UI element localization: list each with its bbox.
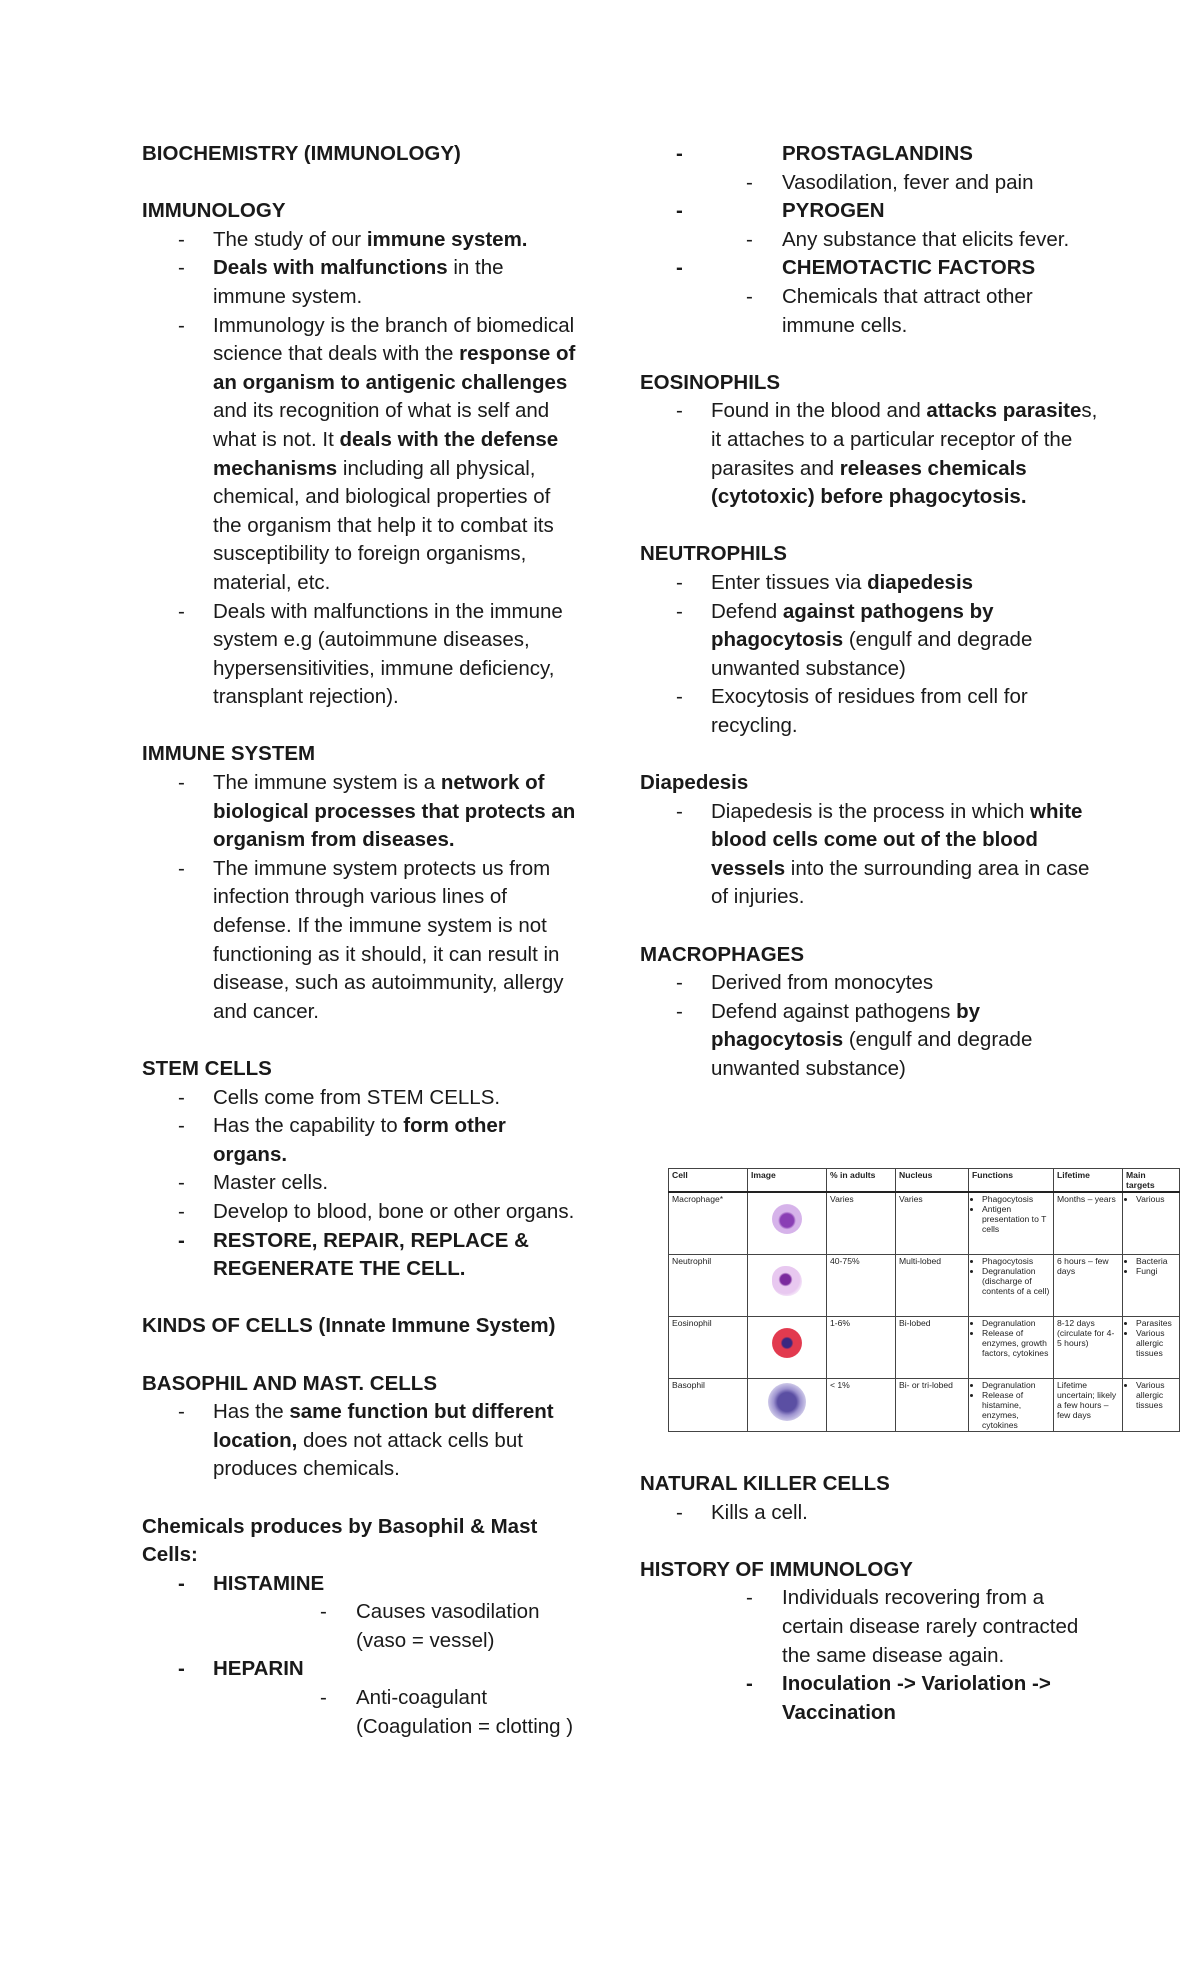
cell-types-table [668, 1168, 1180, 1432]
table-cell: • Parasites • Various allergic tissues [1123, 1316, 1180, 1378]
table-cell [748, 1378, 827, 1431]
table-row [669, 1378, 1180, 1431]
list-item: - Vasodilation, fever and pain [746, 170, 1034, 194]
list-item: - PROSTAGLANDINS [676, 142, 973, 165]
list-item: - Kills a cell. [676, 1500, 808, 1524]
table-cell: • Various [1123, 1192, 1180, 1254]
table-cell: Multi-lobed [896, 1254, 969, 1316]
right-column [640, 140, 1100, 1084]
table-cell: • Degranulation • Release of enzymes, growth factors, cytokines [969, 1316, 1054, 1378]
list-item: - Chemicals that attract other immune cells. [746, 284, 1033, 337]
table-row [669, 1254, 1180, 1316]
list-item: - Cells come from STEM CELLS. [178, 1085, 501, 1109]
list-item: - Anti-coagulant (Coagulation = clotting ) [320, 1686, 574, 1738]
list-item: - Found in the blood and attacks parasites, it attaches to a particular receptor of the parasites and releases chemicals (cytotoxic) before phagocytosis. [676, 399, 1098, 509]
list-item: - Defend against pathogens by phagocytosis (engulf and degrade unwanted substance) [676, 599, 1033, 680]
eosinophil-image [772, 1328, 802, 1358]
table-cell: Months – years [1054, 1192, 1123, 1254]
heading-basophil-mast-cells: BASOPHIL AND MAST. CELLS [142, 1371, 437, 1395]
table-cell: Eosinophil [669, 1316, 748, 1378]
table-cell: < 1% [827, 1378, 896, 1431]
list-item: - PYROGEN [676, 199, 885, 223]
table-cell: 40-75% [827, 1254, 896, 1316]
table-cell [748, 1192, 827, 1254]
table-cell: Bi-lobed [896, 1316, 969, 1378]
list-item: - Develop to blood, bone or other organs. [178, 1199, 575, 1223]
table-cell: 6 hours – few days [1054, 1254, 1123, 1316]
heading-immunology: IMMUNOLOGY [142, 199, 286, 223]
table-header: % in adults [827, 1169, 896, 1193]
heading-diapedesis: Diapedesis [640, 771, 749, 795]
heading-immune-system: IMMUNE SYSTEM [142, 742, 316, 766]
table-cell [748, 1254, 827, 1316]
list-item: - Causes vasodilation (vaso = vessel) [320, 1600, 540, 1652]
list-item: - Defend against pathogens by phagocytosis (engulf and degrade unwanted substance) [676, 999, 1033, 1080]
table-row [669, 1192, 1180, 1254]
table-cell: • Phagocytosis • Degranulation (discharge of contents of a cell) [969, 1254, 1054, 1316]
macrophage-image [772, 1204, 802, 1234]
table-cell: • Degranulation • Release of histamine, enzymes, cytokines [969, 1378, 1054, 1431]
table-cell: • Bacteria • Fungi [1123, 1254, 1180, 1316]
list-item: - Deals with malfunctions in the immune system. [178, 256, 504, 308]
heading-kinds-of-cells: KINDS OF CELLS (Innate Immune System) [142, 1314, 556, 1338]
list-item: - Derived from monocytes [676, 971, 934, 995]
heading-chemicals: Chemicals produces by Basophil & Mast Cells: [142, 1514, 538, 1567]
list-item: - Diapedesis is the process in which white blood cells come out of the blood vessels into the surrounding area in case of injuries. [676, 799, 1090, 909]
basophil-image [768, 1383, 806, 1421]
list-item: - The study of our immune system. [178, 227, 528, 251]
table-header-row [669, 1169, 1180, 1193]
table-header: Cell [669, 1169, 748, 1193]
table-header: Nucleus [896, 1169, 969, 1193]
table-cell: Neutrophil [669, 1254, 748, 1316]
table-cell: Basophil [669, 1378, 748, 1431]
table-header: Image [748, 1169, 827, 1193]
heading-eosinophils: EOSINOPHILS [640, 370, 781, 394]
table-cell: 8-12 days (circulate for 4-5 hours) [1054, 1316, 1123, 1378]
table-cell: • Phagocytosis • Antigen presentation to T cells [969, 1192, 1054, 1254]
list-item: - Inoculation -> Variolation -> Vaccination [746, 1672, 1051, 1724]
heading-history-of-immunology: HISTORY OF IMMUNOLOGY [640, 1557, 913, 1581]
document-title: BIOCHEMISTRY (IMMUNOLOGY) [142, 142, 461, 165]
table-cell: • Various allergic tissues [1123, 1378, 1180, 1431]
list-item: - HEPARIN [178, 1657, 304, 1681]
table-cell: Lifetime uncertain; likely a few hours – few days [1054, 1378, 1123, 1431]
table-cell [748, 1316, 827, 1378]
list-item: - Has the capability to form other organs. [178, 1114, 506, 1166]
heading-neutrophils: NEUTROPHILS [640, 542, 787, 566]
list-item: - Enter tissues via diapedesis [676, 570, 974, 594]
list-item: - CHEMOTACTIC FACTORS [676, 256, 1036, 280]
heading-macrophages: MACROPHAGES [640, 942, 805, 966]
right-column-lower [640, 1470, 1100, 1727]
table-header: Functions [969, 1169, 1054, 1193]
heading-stem-cells: STEM CELLS [142, 1057, 272, 1080]
neutrophil-image [772, 1266, 802, 1296]
table-cell: Varies [827, 1192, 896, 1254]
heading-natural-killer-cells: NATURAL KILLER CELLS [640, 1472, 890, 1495]
list-item: - Has the same function but different location, does not attack cells but produces chemicals. [178, 1400, 554, 1481]
list-item: - Any substance that elicits fever. [746, 227, 1070, 251]
table-cell: Varies [896, 1192, 969, 1254]
list-item: - Master cells. [178, 1171, 329, 1195]
list-item: - Deals with malfunctions in the immune system e.g (autoimmune diseases, hypersensitivities, immune deficiency, transplant rejection). [178, 599, 563, 709]
table-header: Main targets [1123, 1169, 1180, 1193]
list-item: - Immunology is the branch of biomedical science that deals with the response of an organism to antigenic challenges and its recognition of what is self and what is not. It deals with the defense mechanisms including all physical, chemical, and biological properties of the organism that help it to combat its susceptibility to foreign organisms, material, etc. [178, 313, 576, 594]
list-item: - HISTAMINE [178, 1571, 325, 1595]
table-cell: Macrophage* [669, 1192, 748, 1254]
left-column [142, 140, 580, 1741]
list-item: - RESTORE, REPAIR, REPLACE & REGENERATE THE CELL. [178, 1228, 529, 1281]
table-row [669, 1316, 1180, 1378]
list-item: - The immune system protects us from infection through various lines of defense. If the immune system is not functioning as it should, it can result in disease, such as autoimmunity, allergy and cancer. [178, 856, 564, 1023]
list-item: - Exocytosis of residues from cell for recycling. [676, 685, 1028, 737]
list-item: - Individuals recovering from a certain disease rarely contracted the same disease again. [746, 1586, 1079, 1667]
table-cell: Bi- or tri-lobed [896, 1378, 969, 1431]
table-cell: 1-6% [827, 1316, 896, 1378]
table-header: Lifetime [1054, 1169, 1123, 1193]
list-item: - The immune system is a network of biological processes that protects an organism from diseases. [178, 771, 576, 852]
